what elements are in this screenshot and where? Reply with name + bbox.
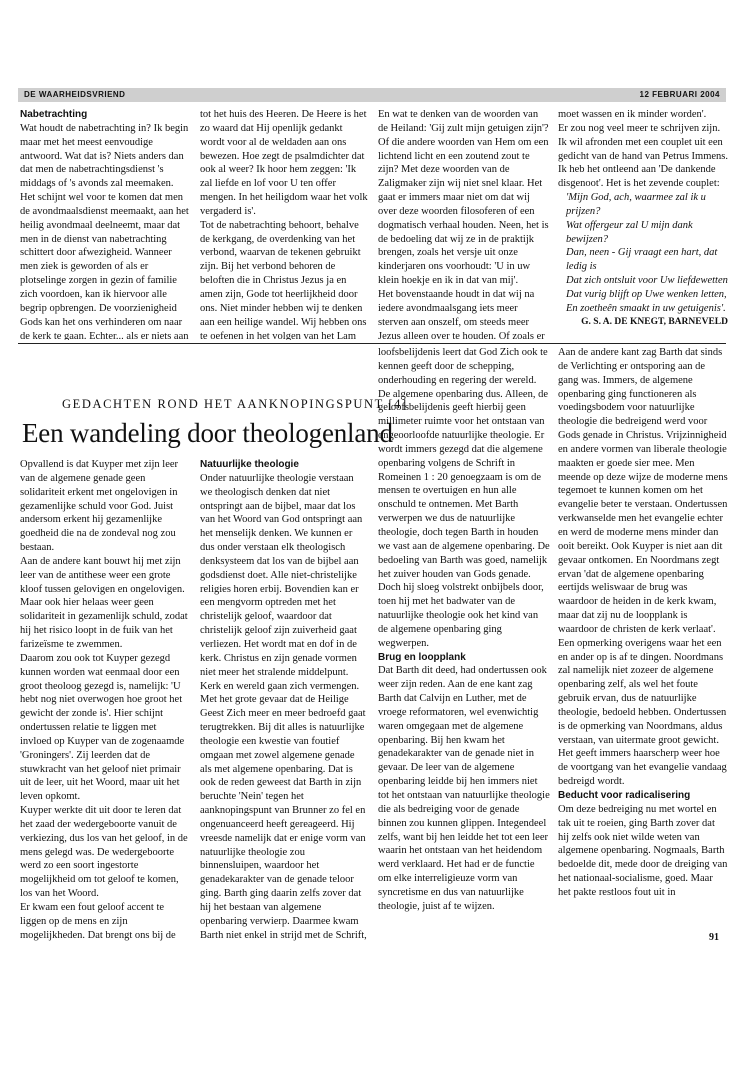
poem-line: Wat offergeur zal U mijn dank bewijzen?	[566, 219, 693, 245]
poem-line: Dat vurig blijft op Uwe wenken letten,	[566, 288, 727, 300]
top-column-3	[378, 108, 550, 340]
paragraph: Aan de andere kant zag Barth dat sinds de Verlichting er ontsporing aan de gang was. Immers, de algemene openbaring ging functioneren als voedingsbodem voor natuurlijke theologie die bedreigend werd voor Gods genade in Christus. Vrijzinnigheid en andere vormen van liberale theologie maakten er goede sier mee. Men meende op deze wijze de moderne mens tegemoet te kunnen komen om het evangelie beter te verstaan. Ondertussen verkwanselde men het evangelie echter en werd de moderne mens minder dan ooit bereikt. Ook Kuyper is niet aan dit gevaar ontkomen. En Noordmans zegt ervan 'dat de algemene openbaring eertijds weliswaar de brug was waardoor de heiden in de kerk kwam, maar dat zij nu de loopplank is waardoor de christen de kerk verlaat'.	[558, 347, 728, 635]
article-kicker: GEDACHTEN ROND HET AANKNOPINGSPUNT [4]	[62, 397, 408, 411]
paragraph: Er kwam een fout geloof accent te liggen op de mens en zijn mogelijkheden. Dat brengt ons bij de	[20, 902, 176, 941]
top-column-1	[20, 108, 190, 340]
paragraph: loofsbelijdenis leert dat God Zich ook te kennen geeft door de schepping, onderhouding en regering der wereld. De algemene openbaring dus. Alleen, de geloofsbelijdenis geeft hierbij geen millimeter ruimte voor het ontstaan van ongeoorloofde natuurlijke theologie. Er wordt immers gezegd dat die algemene openbaring volgens de Schrift in Romeinen 1 : 20 genoegzaam is om de mensen te overtuigen en hun alle onschuld te ontnemen. Met Barth verwerpen we dus de natuurlijke theologie, doch tegen Barth in houden we vast aan de algemene openbaring. De bedoeling van Barth was goed, namelijk het zuiver houden van Gods genade. Doch hij sloeg volstrekt onbijbels door, toen hij met het badwater van de natuurlijke theologie ook het kind van de algemene openbaring ging wegwerpen.	[378, 347, 550, 649]
journal-name: DE WAARHEIDSVRIEND	[24, 90, 126, 99]
subheading: Beducht voor radicalisering	[558, 790, 691, 801]
article-column-2	[200, 458, 368, 943]
paragraph: Dat Barth dit deed, had ondertussen ook weer zijn reden. Aan de ene kant zag Barth dat Calvijn en Luther, met de vroege reformatoren, wel evenwichtig waren omgegaan met de algemene openbaring. Bij hen kwam het genadekarakter van de genade niet in gevaar. De leer van de algemene openbaring leidde bij hen immers niet tot het ontstaan van natuurlijke theologie die als bedreiging voor de genade binnen zou kunnen glippen. Integendeel zelfs, want bij hen leidde het tot een leer waarin het ontstaan van het heidendom werd verklaard. Het had er de functie om elke interreligieuze vorm van syncretisme en dus van natuurlijke theologie, juist af te wijzen.	[378, 665, 550, 912]
paragraph: Aan de andere kant bouwt hij met zijn leer van de antithese weer een grote kloof tussen gelovigen en ongelovigen. Maar ook hier helaas weer geen solidariteit in gezamenlijk schuld, zodat hij het risico loopt in de fuik van het farizeïsme te zwemmen.	[20, 555, 188, 650]
top-column-4	[558, 108, 728, 340]
author-signature: G. S. A. DE KNEGT, BARNEVELD	[581, 316, 728, 327]
issue-date: 12 FEBRUARI 2004	[639, 90, 720, 99]
paragraph: Opvallend is dat Kuyper met zijn leer van de algemene genade geen solidariteit erkent met ongelovigen in gezamenlijke schuld voor God. Juist andersom erkent hij gezamenlijke goedheid die na de zondeval nog zou bestaan.	[20, 459, 179, 554]
paragraph: Wat houdt de nabetrachting in? Ik begin maar met het meest eenvoudige antwoord. Wat dat is? Niets anders dan dat men de nabetrachtingsdienst 's middags of 's avonds zal meemaken. Het schijnt wel voor te komen dat men de avondmaalsdienst meemaakt, aan het heilig avondmaal deelneemt, maar dat men in de dienst van nabetrachting schittert door afwezigheid. Wanneer men ziek is geworden of als er plotselinge zorgen in gezin of familie zich voordoen, kan ik hiervoor alle begrip opbrengen. De voorzienigheid Gods kan het ons verhinderen om naar de kerk te gaan. Echter... als er niets aan	[20, 122, 189, 340]
article-title: Een wandeling door theologenland	[22, 418, 393, 448]
article-column-1	[20, 458, 190, 943]
paragraph: Tot de nabetrachting behoort, behalve de kerkgang, de overdenking van het verbond, waarvan de tekenen gebruikt zijn. Bij het verbond behoren de beloften die in Christus Jezus ja en amen zijn, Gode tot heerlijkheid door ons. Niet minder hebben wij te denken aan een heilige wandel. Wij hebben ons te oefenen in het volgen van het Lam	[200, 219, 367, 340]
running-header	[18, 88, 726, 102]
section-divider	[18, 343, 726, 344]
top-column-2	[200, 108, 368, 340]
paragraph: Kuyper werkte dit uit door te leren dat het zaad der wedergeboorte vanuit de verkiezing, dus los van het geloof, in de mens gelegd was. De wedergeboorte werd zo een soort ingestorte mogelijkheid om tot geloof te komen, los van het Woord.	[20, 805, 188, 900]
article-column-4	[558, 346, 728, 929]
paragraph: Een opmerking overigens waar het een en ander op is af te dingen. Noordmans zal namelijk niet zozeer de algemene openbaring zelf, als wel het foute gebruik ervan, dus de natuurlijke theologie, bedoeld hebben. Ondertussen is de opmerking van Noordmans, aldus verstaan, van uitermate groot gewicht. Het geeft immers haarscherp weer hoe de voortgang van het evangelie vandaag bedreigd wordt.	[558, 637, 727, 788]
paragraph: Er zou nog veel meer te schrijven zijn. Ik wil afronden met een couplet uit een gedicht van de hand van Petrus Immens. Ik heb het ontleend aan 'De dankende disgenoot'. Het is het zevende couplet:	[558, 122, 728, 190]
paragraph: Onder natuurlijke theologie verstaan we theologisch denken dat niet ontspringt aan de bijbel, maar dat los van het Woord van God ontspringt aan het menselijk denken. We kunnen er dus onder verstaan elk theologisch denksysteem dat los van de bijbel aan godsdienst doet. Alle niet-christelijke religies horen erbij. Bovendien kan er een mengvorm optreden met het christelijk geloof, waardoor dat christelijk geloof zijn zuiverheid gaat verliezen. Het wordt mat en dof in de kerk. Christus en zijn genade vormen niet meer het stralende middelpunt. Kerk en wereld gaan zich vermengen. Met het grote gevaar dat de Heilige Geest Zich meer en meer bedroefd gaat terugtrekken. Bij dit alles is natuurlijke theologie een kwestie van foutief omgaan met zowel algemene genade als met algemene openbaring. Dat is ook de reden geweest dat Barth in zijn beruchte 'Nein' tegen het aanknopingspunt van Brunner zo fel en ongenuanceerd heeft gereageerd. Hij vreesde namelijk dat er enige vorm van natuurlijke theologie zou binnensluipen, waardoor het genadekarakter van de genade teloor ging. Barth ging daarin zelfs zover dat hij het bestaan van algemene openbaring verwierp. Daarmee kwam Barth niet enkel in strijd met de Schrift,	[200, 472, 367, 941]
poem-line: Dat zich ontsluit voor Uw liefdewetten	[566, 275, 728, 287]
poem-line: 'Mijn God, ach, waarmee zal ik u prijzen?	[566, 192, 706, 217]
subheading: Natuurlijke theologie	[200, 459, 299, 470]
article-column-3	[378, 346, 550, 943]
paragraph: Het bovenstaande houdt in dat wij na iedere avondmaalsgang iets meer sterven aan onszelf, om steeds meer Jezus alleen over te houden. Of zoals er	[378, 288, 545, 340]
paragraph: En wat te denken van de woorden van de Heiland: 'Gij zult mijn getuigen zijn'? Of die andere woorden van Hem om een lichtend licht en een zoutend zout te zijn? Met deze woorden van de Zaligmaker zijn wij niet snel klaar. Het gaat er immers maar niet om dat wij over deze woorden filosoferen of een dogmatisch verhaal houden. Neen, het is de bedoeling dat wij ze in de praktijk brengen, zoals het versje uit onze kinderjaren ons voorhoudt: 'U in uw klein hoekje en ik in dat van mij'.	[378, 109, 549, 287]
poem-line: En zoetheên smaakt in uw getuigenis'.	[566, 302, 726, 314]
poem-line: Dan, neen - Gij vraagt een hart, dat ledig is	[566, 247, 718, 273]
paragraph: Daarom zou ook tot Kuyper gezegd kunnen worden wat eenmaal door een groot theoloog gezegd is, namelijk: 'U hebt nog niet overwogen hoe groot het gewicht der zonde is'. Hier schijnt ondertussen relatie te liggen met invloed op Kuyper van de zogenaamde 'Groningers'. Zij leerden dat de stuwkracht van het geloof niet primair uit de leer, uit het Woord, maar uit het leven opkomt.	[20, 652, 185, 803]
subheading: Nabetrachting	[20, 109, 88, 120]
paragraph: Om deze bedreiging nu met wortel en tak uit te roeien, ging Barth zover dat hij zelfs ook niet wilde weten van algemene openbaring. Nogmaals, Barth bedoelde dit, mede door de dreiging van het nationaal-socialisme, goed. Maar het pakte restloos fout uit in	[558, 803, 728, 898]
subheading: Brug en loopplank	[378, 651, 466, 663]
paragraph: tot het huis des Heeren. De Heere is het zo waard dat Hij openlijk gedankt wordt voor al de weldaden aan ons bewezen. Hoe zegt de psalmdichter dat ook al weer? Ik hoor hem zeggen: 'Ik zal liefde en lof voor U ten offer mengen. In het heiligdom waar het volk vergaderd is'.	[200, 109, 368, 217]
page-number: 91	[709, 932, 719, 943]
paragraph: moet wassen en ik minder worden'.	[558, 109, 707, 120]
